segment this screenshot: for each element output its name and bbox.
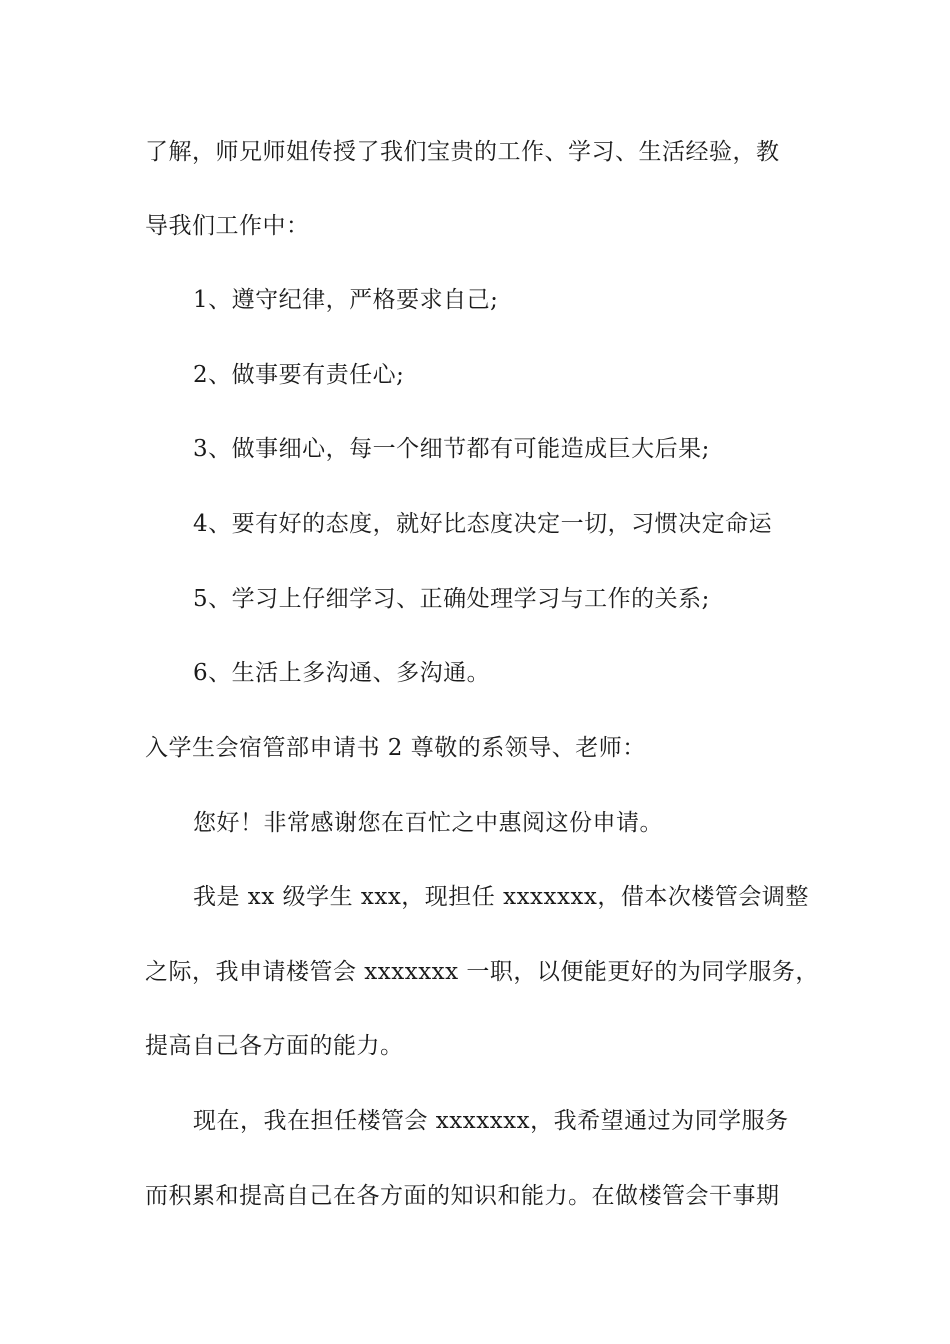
text-line: 了解，师兄师姐传授了我们宝贵的工作、学习、生活经验，教 [145, 139, 780, 165]
list-item: 6、生活上多沟通、多沟通。 [193, 660, 491, 686]
greeting-line: 您好！非常感谢您在百忙之中惠阅这份申请。 [193, 810, 663, 836]
section-heading: 入学生会宿管部申请书 2 尊敬的系领导、老师： [145, 735, 646, 761]
text-line: 而积累和提高自己在各方面的知识和能力。在做楼管会干事期 [145, 1183, 780, 1209]
list-item: 1、遵守纪律，严格要求自己; [193, 287, 499, 313]
text-line: 提高自己各方面的能力。 [145, 1033, 404, 1059]
text-line: 导我们工作中： [145, 213, 310, 239]
list-item: 3、做事细心，每一个细节都有可能造成巨大后果; [193, 436, 710, 462]
list-item: 5、学习上仔细学习、正确处理学习与工作的关系; [193, 586, 710, 612]
text-line: 我是 xx 级学生 xxx，现担任 xxxxxxx，借本次楼管会调整 [193, 884, 809, 910]
list-item: 4、要有好的态度，就好比态度决定一切，习惯决定命运 [193, 511, 773, 537]
text-line: 现在，我在担任楼管会 xxxxxxx，我希望通过为同学服务 [193, 1108, 789, 1134]
list-item: 2、做事要有责任心; [193, 362, 405, 388]
text-line: 之际，我申请楼管会 xxxxxxx 一职，以便能更好的为同学服务， [145, 959, 819, 985]
